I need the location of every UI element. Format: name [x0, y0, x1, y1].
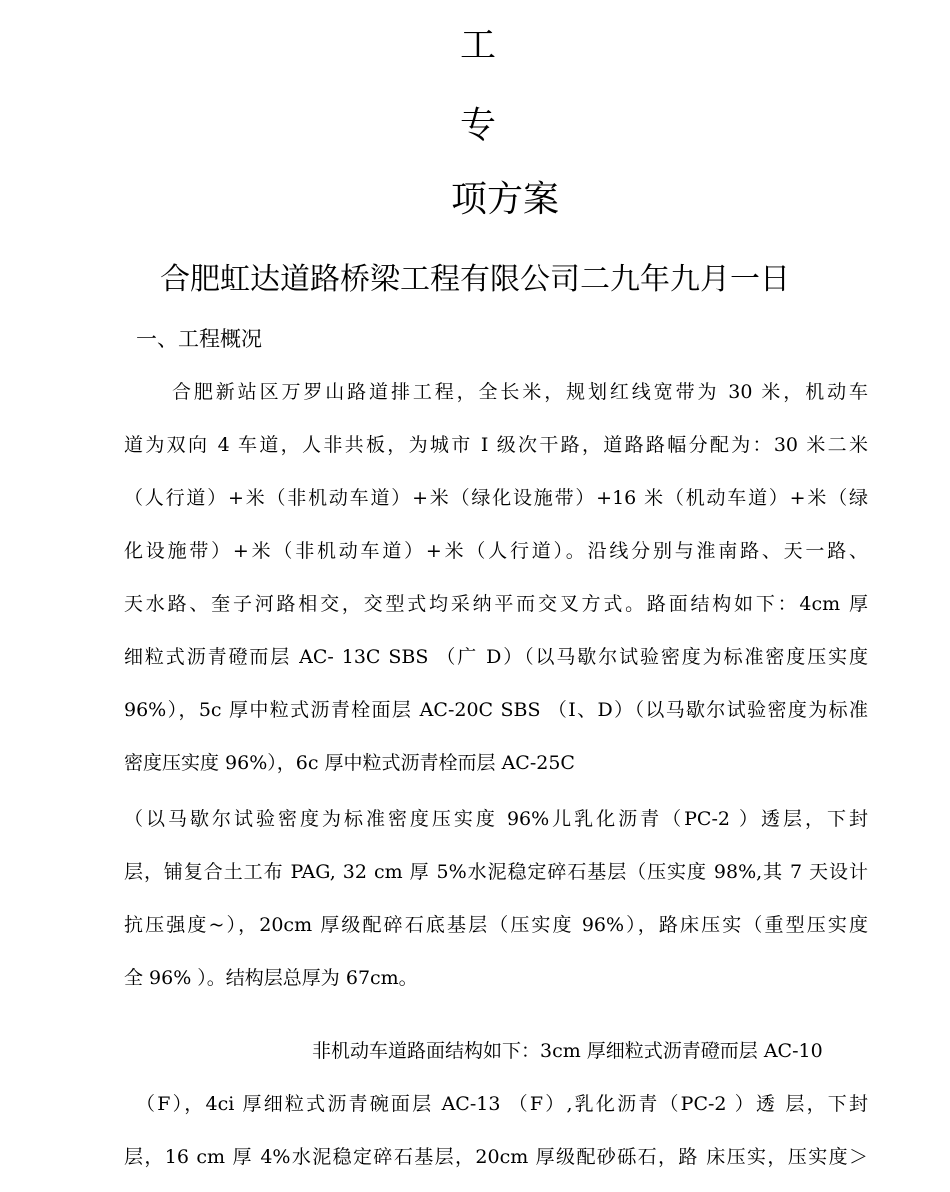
title-line-1: 工 — [459, 25, 496, 66]
paragraph-line: 全 96% ）。结构层总厚为 67cm。 — [124, 967, 418, 989]
paragraph-line: 细粒式沥青磴而层 AC- 13C SBS （广 D）（以马歇尔试验密度为标准密度压实度 — [124, 646, 868, 668]
paragraph-line: 化设施带）+米（非机动车道）+米（人行道）。沿线分别与淮南路、天一路、 — [124, 540, 868, 562]
paragraph-line: （F），4ci 厚细粒式沥青碗面层 AC-13 （F）,乳化沥青（PC-2 ）透 层，下封 — [136, 1093, 868, 1115]
paragraph-line: 非机动车道路面结构如下：3cm 厚细粒式沥青磴而层 AC-10 — [312, 1040, 823, 1062]
paragraph-line: 合肥新站区万罗山路道排工程，全长米，规划红线宽带为 30 米，机动车 — [172, 381, 868, 403]
paragraph-line: 道为双向 4 车道，人非共板，为城市 I 级次干路，道路路幅分配为：30 米二米 — [124, 434, 868, 456]
paragraph-line: （以马歇尔试验密度为标准密度压实度 96%儿乳化沥青（PC-2 ）透层，下封 — [124, 808, 868, 830]
paragraph-line: 抗压强度~），20cm 厚级配碎石底基层（压实度 96%），路床压实（重型压实度 — [124, 914, 868, 936]
paragraph-line: 96%），5c 厚中粒式沥青栓面层 AC-20C SBS （I、D）（以马歇尔试验密度为标准 — [124, 699, 868, 721]
paragraph-line: 层，铺复合土工布 PAG, 32 cm 厚 5%水泥稳定碎石基层（压实度 98%,其 7 天设计 — [124, 861, 868, 883]
paragraph-line: 层，16 cm 厚 4%水泥稳定碎石基层，20cm 厚级配砂砾石，路 床压实，压实度＞ — [124, 1146, 868, 1168]
paragraph-line: （人行道）+米（非机动车道）+米（绿化设施带）+16 米（机动车道）+米（绿 — [124, 487, 868, 509]
company-date-line: 合肥虹达道路桥梁工程有限公司二九年九月一日 — [160, 262, 790, 297]
paragraph-line: 天水路、奎子河路相交，交型式均采纳平而交叉方式。路面结构如下：4cm 厚 — [124, 593, 868, 615]
paragraph-line: 密度压实度 96%），6c 厚中粒式沥青栓而层 AC-25C — [124, 752, 575, 774]
title-line-2: 专 — [459, 105, 496, 146]
title-line-3: 项方案 — [450, 179, 559, 220]
section-heading: 一、工程概况 — [136, 327, 262, 351]
